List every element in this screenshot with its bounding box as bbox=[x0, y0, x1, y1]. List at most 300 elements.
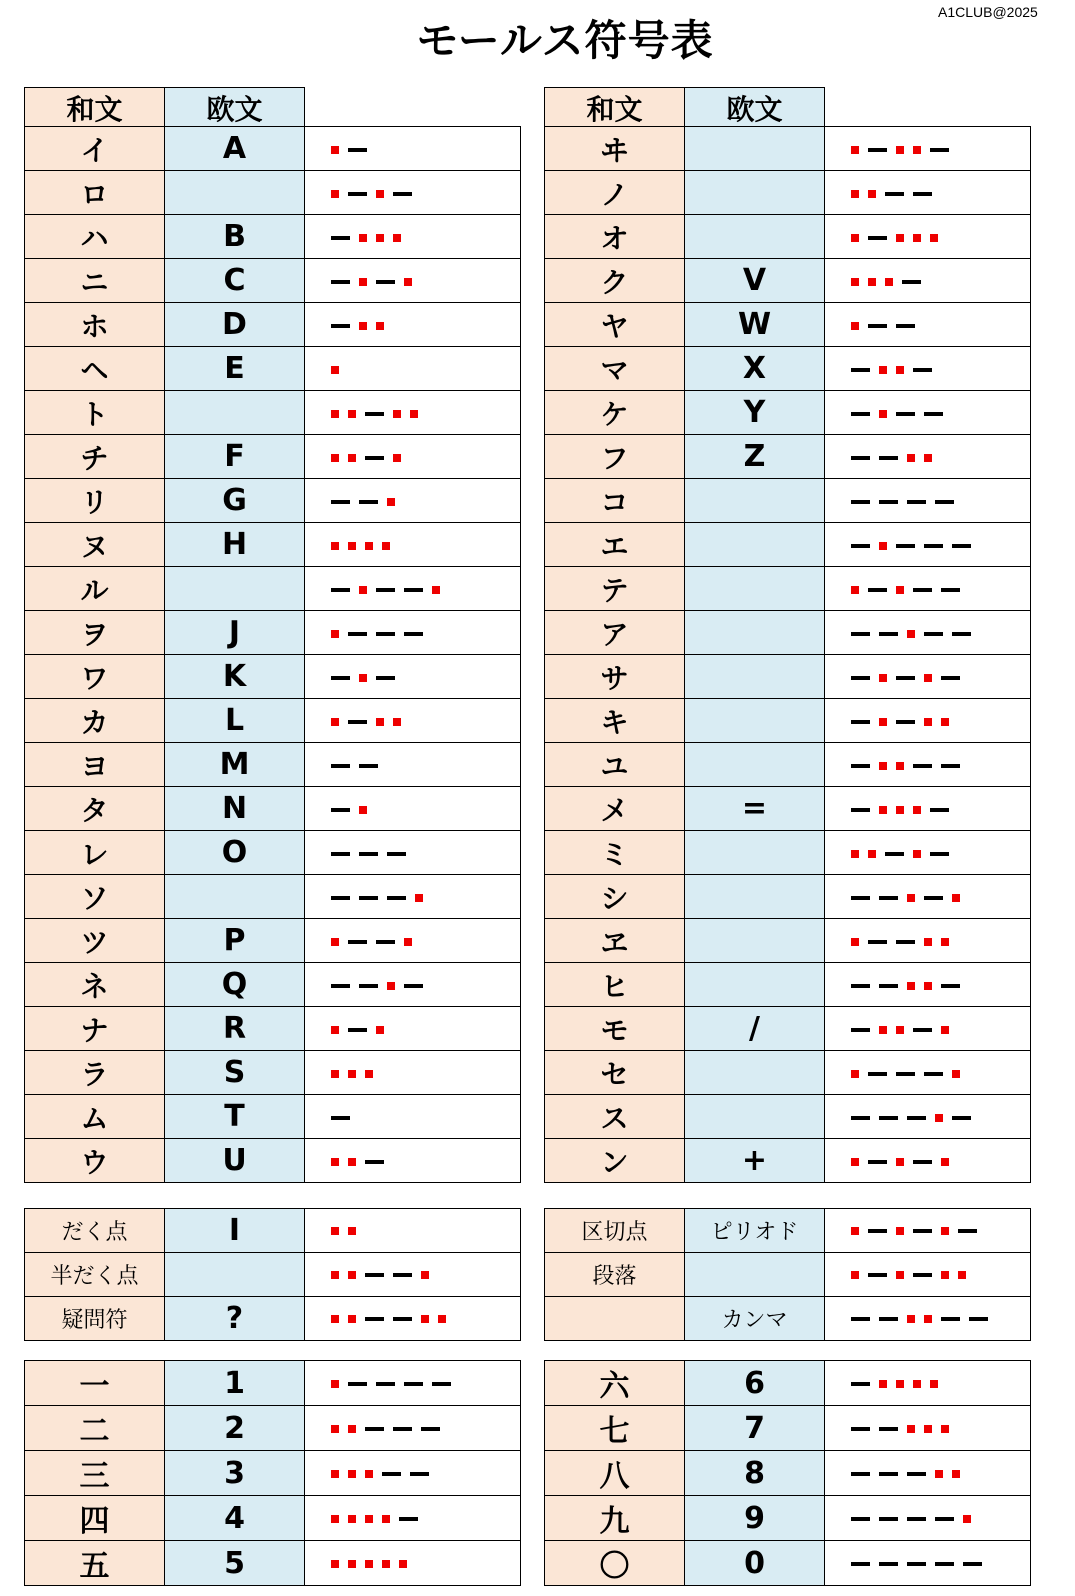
morse-dot bbox=[376, 190, 384, 198]
wabun-cell: ナ bbox=[25, 1007, 165, 1051]
morse-code-cell bbox=[825, 743, 1031, 787]
morse-code-cell bbox=[825, 787, 1031, 831]
number-table-left bbox=[24, 1360, 521, 1586]
obun-cell bbox=[165, 567, 305, 611]
morse-dot bbox=[376, 718, 384, 726]
table-row bbox=[545, 743, 1031, 787]
morse-dash bbox=[896, 940, 915, 944]
morse-signal bbox=[851, 366, 932, 374]
morse-code-cell bbox=[825, 1361, 1031, 1406]
morse-dot bbox=[331, 1560, 339, 1568]
table-row bbox=[25, 1297, 521, 1341]
morse-signal bbox=[851, 1271, 966, 1279]
morse-dash bbox=[432, 1382, 451, 1386]
morse-dot bbox=[376, 1026, 384, 1034]
morse-dot bbox=[331, 1315, 339, 1323]
morse-code-cell bbox=[305, 259, 521, 303]
morse-dot bbox=[941, 1271, 949, 1279]
morse-code-cell bbox=[825, 611, 1031, 655]
morse-dot bbox=[896, 234, 904, 242]
table-row bbox=[25, 1496, 521, 1541]
wabun-cell: ツ bbox=[25, 919, 165, 963]
wabun-cell: 区切点 bbox=[545, 1209, 685, 1253]
morse-dash bbox=[331, 984, 350, 988]
morse-dash bbox=[913, 1028, 932, 1032]
obun-header: 欧文 bbox=[685, 88, 825, 129]
obun-cell: T bbox=[165, 1095, 305, 1139]
morse-signal bbox=[331, 1070, 373, 1078]
table-row bbox=[25, 1007, 521, 1051]
morse-dot bbox=[331, 1227, 339, 1235]
obun-cell bbox=[685, 1095, 825, 1139]
wabun-cell: 四 bbox=[25, 1496, 165, 1541]
morse-dot bbox=[924, 674, 932, 682]
morse-dot bbox=[879, 806, 887, 814]
morse-code-cell bbox=[825, 391, 1031, 435]
morse-dot bbox=[924, 1425, 932, 1433]
morse-dash bbox=[941, 764, 960, 768]
morse-dash bbox=[851, 676, 870, 680]
morse-dot bbox=[399, 1560, 407, 1568]
obun-cell: 9 bbox=[685, 1496, 825, 1541]
wabun-cell: リ bbox=[25, 479, 165, 523]
morse-dot bbox=[941, 938, 949, 946]
wabun-cell: 七 bbox=[545, 1406, 685, 1451]
wabun-cell bbox=[545, 1297, 685, 1341]
wabun-header: 和文 bbox=[545, 88, 685, 129]
wabun-cell: ア bbox=[545, 611, 685, 655]
morse-signal bbox=[851, 1114, 971, 1122]
wabun-cell: ム bbox=[25, 1095, 165, 1139]
morse-dash bbox=[868, 236, 887, 240]
obun-cell: K bbox=[165, 655, 305, 699]
morse-dot bbox=[331, 410, 339, 418]
table-row bbox=[25, 1051, 521, 1095]
table-row bbox=[545, 171, 1031, 215]
morse-dash bbox=[930, 148, 949, 152]
wabun-cell: 六 bbox=[545, 1361, 685, 1406]
obun-cell bbox=[685, 919, 825, 963]
morse-signal bbox=[331, 190, 412, 198]
morse-dash bbox=[851, 808, 870, 812]
morse-dot bbox=[438, 1315, 446, 1323]
morse-dot bbox=[359, 234, 367, 242]
right-header bbox=[544, 87, 1031, 129]
morse-dash bbox=[387, 852, 406, 856]
obun-cell: O bbox=[165, 831, 305, 875]
morse-dot bbox=[913, 1380, 921, 1388]
left-header bbox=[24, 87, 521, 129]
morse-signal bbox=[331, 146, 367, 154]
obun-cell bbox=[685, 655, 825, 699]
morse-code-cell bbox=[825, 1496, 1031, 1541]
morse-dash bbox=[851, 1317, 870, 1321]
table-row bbox=[25, 171, 521, 215]
morse-dot bbox=[331, 630, 339, 638]
morse-code-cell bbox=[305, 1451, 521, 1496]
wabun-cell: ル bbox=[25, 567, 165, 611]
morse-dash bbox=[879, 984, 898, 988]
obun-cell: X bbox=[685, 347, 825, 391]
morse-dot bbox=[382, 1560, 390, 1568]
morse-dash bbox=[851, 632, 870, 636]
morse-dot bbox=[365, 1560, 373, 1568]
morse-dash bbox=[331, 500, 350, 504]
morse-dash bbox=[969, 1317, 988, 1321]
morse-dot bbox=[387, 498, 395, 506]
morse-dash bbox=[902, 280, 921, 284]
morse-dot bbox=[331, 190, 339, 198]
morse-dot bbox=[879, 1026, 887, 1034]
morse-signal bbox=[851, 1470, 960, 1478]
morse-dot bbox=[359, 278, 367, 286]
morse-dot bbox=[365, 542, 373, 550]
morse-dash bbox=[387, 896, 406, 900]
morse-dot bbox=[359, 806, 367, 814]
morse-dot bbox=[941, 1158, 949, 1166]
morse-signal bbox=[851, 1562, 982, 1566]
morse-code-cell bbox=[825, 1007, 1031, 1051]
number-table-right bbox=[544, 1360, 1031, 1586]
wabun-cell: ヰ bbox=[545, 127, 685, 171]
wabun-cell: 〇 bbox=[545, 1541, 685, 1586]
morse-dash bbox=[365, 412, 384, 416]
morse-signal bbox=[851, 894, 960, 902]
morse-code-cell bbox=[825, 347, 1031, 391]
obun-cell: ピリオド bbox=[685, 1209, 825, 1253]
morse-code-cell bbox=[305, 435, 521, 479]
morse-dash bbox=[404, 588, 423, 592]
morse-dot bbox=[348, 454, 356, 462]
obun-cell bbox=[165, 875, 305, 919]
wabun-cell: ハ bbox=[25, 215, 165, 259]
obun-cell bbox=[685, 567, 825, 611]
morse-dash bbox=[907, 1517, 926, 1521]
morse-dot bbox=[404, 278, 412, 286]
morse-code-cell bbox=[825, 259, 1031, 303]
morse-dot bbox=[382, 542, 390, 550]
table-row bbox=[25, 1253, 521, 1297]
table-row bbox=[25, 1209, 521, 1253]
morse-dash bbox=[935, 500, 954, 504]
morse-signal bbox=[331, 234, 401, 242]
morse-code-cell bbox=[305, 611, 521, 655]
morse-code-cell bbox=[305, 391, 521, 435]
wabun-cell: キ bbox=[545, 699, 685, 743]
morse-dash bbox=[896, 720, 915, 724]
morse-signal bbox=[331, 764, 378, 768]
morse-dash bbox=[885, 852, 904, 856]
morse-dash bbox=[896, 324, 915, 328]
morse-dot bbox=[851, 586, 859, 594]
obun-cell: 5 bbox=[165, 1541, 305, 1586]
morse-dash bbox=[331, 808, 350, 812]
morse-dot bbox=[913, 850, 921, 858]
obun-cell: H bbox=[165, 523, 305, 567]
morse-dot bbox=[952, 1070, 960, 1078]
obun-cell bbox=[685, 963, 825, 1007]
table-row bbox=[25, 1361, 521, 1406]
table-row bbox=[545, 1297, 1031, 1341]
morse-code-cell bbox=[825, 919, 1031, 963]
obun-cell: I bbox=[165, 1209, 305, 1253]
morse-code-cell bbox=[305, 655, 521, 699]
morse-dash bbox=[913, 1273, 932, 1277]
morse-signal bbox=[331, 410, 418, 418]
morse-dash bbox=[896, 412, 915, 416]
obun-cell bbox=[685, 1253, 825, 1297]
morse-signal bbox=[851, 500, 954, 504]
morse-dash bbox=[376, 280, 395, 284]
obun-cell: / bbox=[685, 1007, 825, 1051]
morse-dot bbox=[348, 1158, 356, 1166]
table-row bbox=[545, 919, 1031, 963]
morse-dash bbox=[393, 1427, 412, 1431]
morse-signal bbox=[851, 234, 938, 242]
morse-signal bbox=[851, 1425, 949, 1433]
morse-dot bbox=[851, 278, 859, 286]
morse-dot bbox=[896, 1380, 904, 1388]
morse-dash bbox=[348, 632, 367, 636]
morse-dash bbox=[393, 192, 412, 196]
wabun-cell: 二 bbox=[25, 1406, 165, 1451]
table-row bbox=[25, 523, 521, 567]
morse-dot bbox=[913, 234, 921, 242]
table-row bbox=[545, 699, 1031, 743]
wabun-cell: レ bbox=[25, 831, 165, 875]
obun-cell: 7 bbox=[685, 1406, 825, 1451]
morse-dot bbox=[952, 894, 960, 902]
morse-signal bbox=[851, 1026, 949, 1034]
wabun-cell: コ bbox=[545, 479, 685, 523]
morse-dash bbox=[851, 544, 870, 548]
morse-dash bbox=[359, 852, 378, 856]
obun-cell bbox=[685, 743, 825, 787]
morse-code-cell bbox=[825, 1297, 1031, 1341]
morse-code-cell bbox=[825, 171, 1031, 215]
morse-dot bbox=[393, 234, 401, 242]
morse-dash bbox=[879, 1317, 898, 1321]
morse-dash bbox=[365, 1160, 384, 1164]
table-row bbox=[25, 479, 521, 523]
morse-code-cell bbox=[825, 963, 1031, 1007]
morse-dot bbox=[913, 806, 921, 814]
morse-dot bbox=[879, 410, 887, 418]
morse-dot bbox=[331, 718, 339, 726]
wabun-cell: テ bbox=[545, 567, 685, 611]
table-row bbox=[545, 567, 1031, 611]
morse-code-cell bbox=[825, 523, 1031, 567]
morse-dash bbox=[331, 588, 350, 592]
morse-signal bbox=[851, 542, 971, 550]
morse-dot bbox=[924, 1315, 932, 1323]
table-row bbox=[545, 347, 1031, 391]
wabun-cell: ヘ bbox=[25, 347, 165, 391]
morse-dot bbox=[896, 1158, 904, 1166]
morse-dash bbox=[359, 764, 378, 768]
obun-cell: R bbox=[165, 1007, 305, 1051]
morse-code-cell bbox=[825, 1095, 1031, 1139]
morse-dot bbox=[924, 982, 932, 990]
morse-dash bbox=[941, 984, 960, 988]
morse-code-cell bbox=[305, 1051, 521, 1095]
morse-dash bbox=[935, 1517, 954, 1521]
obun-cell: 8 bbox=[685, 1451, 825, 1496]
morse-dot bbox=[930, 234, 938, 242]
morse-signal bbox=[851, 454, 932, 462]
morse-dash bbox=[331, 280, 350, 284]
obun-cell: U bbox=[165, 1139, 305, 1183]
table-row bbox=[545, 479, 1031, 523]
table-row bbox=[545, 523, 1031, 567]
morse-code-cell bbox=[305, 127, 521, 171]
morse-dash bbox=[404, 984, 423, 988]
morse-dash bbox=[868, 1072, 887, 1076]
morse-code-cell bbox=[305, 1406, 521, 1451]
morse-dash bbox=[879, 456, 898, 460]
wabun-header: 和文 bbox=[25, 88, 165, 129]
credit-text: A1CLUB@2025 bbox=[938, 4, 1038, 20]
wabun-cell: ク bbox=[545, 259, 685, 303]
wabun-cell: 五 bbox=[25, 1541, 165, 1586]
wabun-cell: 一 bbox=[25, 1361, 165, 1406]
morse-signal bbox=[851, 982, 960, 990]
morse-code-cell bbox=[825, 215, 1031, 259]
morse-signal bbox=[851, 278, 921, 286]
morse-signal bbox=[851, 718, 949, 726]
morse-dot bbox=[896, 146, 904, 154]
morse-dash bbox=[331, 764, 350, 768]
morse-dash bbox=[941, 676, 960, 680]
morse-dash bbox=[331, 1116, 350, 1120]
morse-dash bbox=[952, 632, 971, 636]
morse-dot bbox=[941, 718, 949, 726]
morse-dash bbox=[851, 1382, 870, 1386]
morse-dot bbox=[907, 630, 915, 638]
obun-cell: Y bbox=[685, 391, 825, 435]
table-row bbox=[25, 875, 521, 919]
morse-dash bbox=[924, 412, 943, 416]
obun-cell: 4 bbox=[165, 1496, 305, 1541]
morse-dash bbox=[851, 720, 870, 724]
morse-dot bbox=[331, 542, 339, 550]
morse-signal bbox=[331, 1315, 446, 1323]
obun-cell: ? bbox=[165, 1297, 305, 1341]
morse-code-cell bbox=[825, 1139, 1031, 1183]
morse-dot bbox=[896, 1227, 904, 1235]
obun-cell: 3 bbox=[165, 1451, 305, 1496]
obun-cell: G bbox=[165, 479, 305, 523]
morse-code-cell bbox=[305, 1297, 521, 1341]
morse-dash bbox=[851, 1028, 870, 1032]
morse-dash bbox=[963, 1562, 982, 1566]
morse-signal bbox=[331, 1425, 440, 1433]
table-row bbox=[25, 1406, 521, 1451]
special-table-right bbox=[544, 1208, 1031, 1341]
morse-code-cell bbox=[305, 875, 521, 919]
morse-code-cell bbox=[305, 1541, 521, 1586]
morse-dash bbox=[851, 368, 870, 372]
morse-dot bbox=[851, 190, 859, 198]
morse-signal bbox=[331, 498, 395, 506]
obun-cell bbox=[685, 215, 825, 259]
morse-dot bbox=[393, 454, 401, 462]
morse-dot bbox=[879, 1380, 887, 1388]
morse-dash bbox=[331, 896, 350, 900]
wabun-cell: ノ bbox=[545, 171, 685, 215]
obun-cell: C bbox=[165, 259, 305, 303]
obun-cell bbox=[685, 1051, 825, 1095]
morse-dash bbox=[868, 148, 887, 152]
wabun-cell: タ bbox=[25, 787, 165, 831]
obun-cell: J bbox=[165, 611, 305, 655]
table-row bbox=[25, 435, 521, 479]
wabun-cell: ス bbox=[545, 1095, 685, 1139]
morse-code-cell bbox=[825, 479, 1031, 523]
table-row bbox=[545, 1253, 1031, 1297]
obun-cell: 0 bbox=[685, 1541, 825, 1586]
table-row bbox=[545, 1496, 1031, 1541]
table-row bbox=[545, 215, 1031, 259]
morse-dash bbox=[404, 632, 423, 636]
morse-code-cell bbox=[305, 743, 521, 787]
page-title: モールス符号表 bbox=[416, 16, 714, 65]
morse-dot bbox=[941, 1425, 949, 1433]
table-row bbox=[25, 787, 521, 831]
obun-cell: Q bbox=[165, 963, 305, 1007]
morse-dot bbox=[963, 1515, 971, 1523]
morse-dash bbox=[879, 632, 898, 636]
morse-signal bbox=[851, 1070, 960, 1078]
morse-dash bbox=[913, 764, 932, 768]
table-row bbox=[25, 391, 521, 435]
morse-dash bbox=[851, 1116, 870, 1120]
obun-cell: W bbox=[685, 303, 825, 347]
morse-signal bbox=[851, 850, 949, 858]
morse-code-cell bbox=[305, 347, 521, 391]
morse-signal bbox=[851, 1380, 938, 1388]
morse-dot bbox=[952, 1470, 960, 1478]
morse-signal bbox=[331, 322, 384, 330]
obun-cell bbox=[685, 171, 825, 215]
morse-dash bbox=[879, 500, 898, 504]
morse-code-cell bbox=[305, 963, 521, 1007]
morse-signal bbox=[331, 1271, 429, 1279]
morse-dash bbox=[365, 456, 384, 460]
morse-dot bbox=[365, 1070, 373, 1078]
obun-cell: 6 bbox=[685, 1361, 825, 1406]
table-row bbox=[545, 1139, 1031, 1183]
morse-dash bbox=[879, 1562, 898, 1566]
morse-signal bbox=[851, 410, 943, 418]
obun-cell: S bbox=[165, 1051, 305, 1095]
obun-cell: Z bbox=[685, 435, 825, 479]
morse-signal bbox=[331, 894, 423, 902]
table-row bbox=[545, 1541, 1031, 1586]
wabun-cell: フ bbox=[545, 435, 685, 479]
table-row bbox=[545, 611, 1031, 655]
morse-dash bbox=[851, 500, 870, 504]
morse-dot bbox=[331, 1070, 339, 1078]
obun-cell: F bbox=[165, 435, 305, 479]
morse-dot bbox=[331, 454, 339, 462]
wabun-cell: ヒ bbox=[545, 963, 685, 1007]
morse-dot bbox=[331, 1470, 339, 1478]
morse-dot bbox=[365, 1515, 373, 1523]
morse-dash bbox=[913, 192, 932, 196]
morse-dot bbox=[376, 234, 384, 242]
table-row bbox=[25, 1541, 521, 1586]
